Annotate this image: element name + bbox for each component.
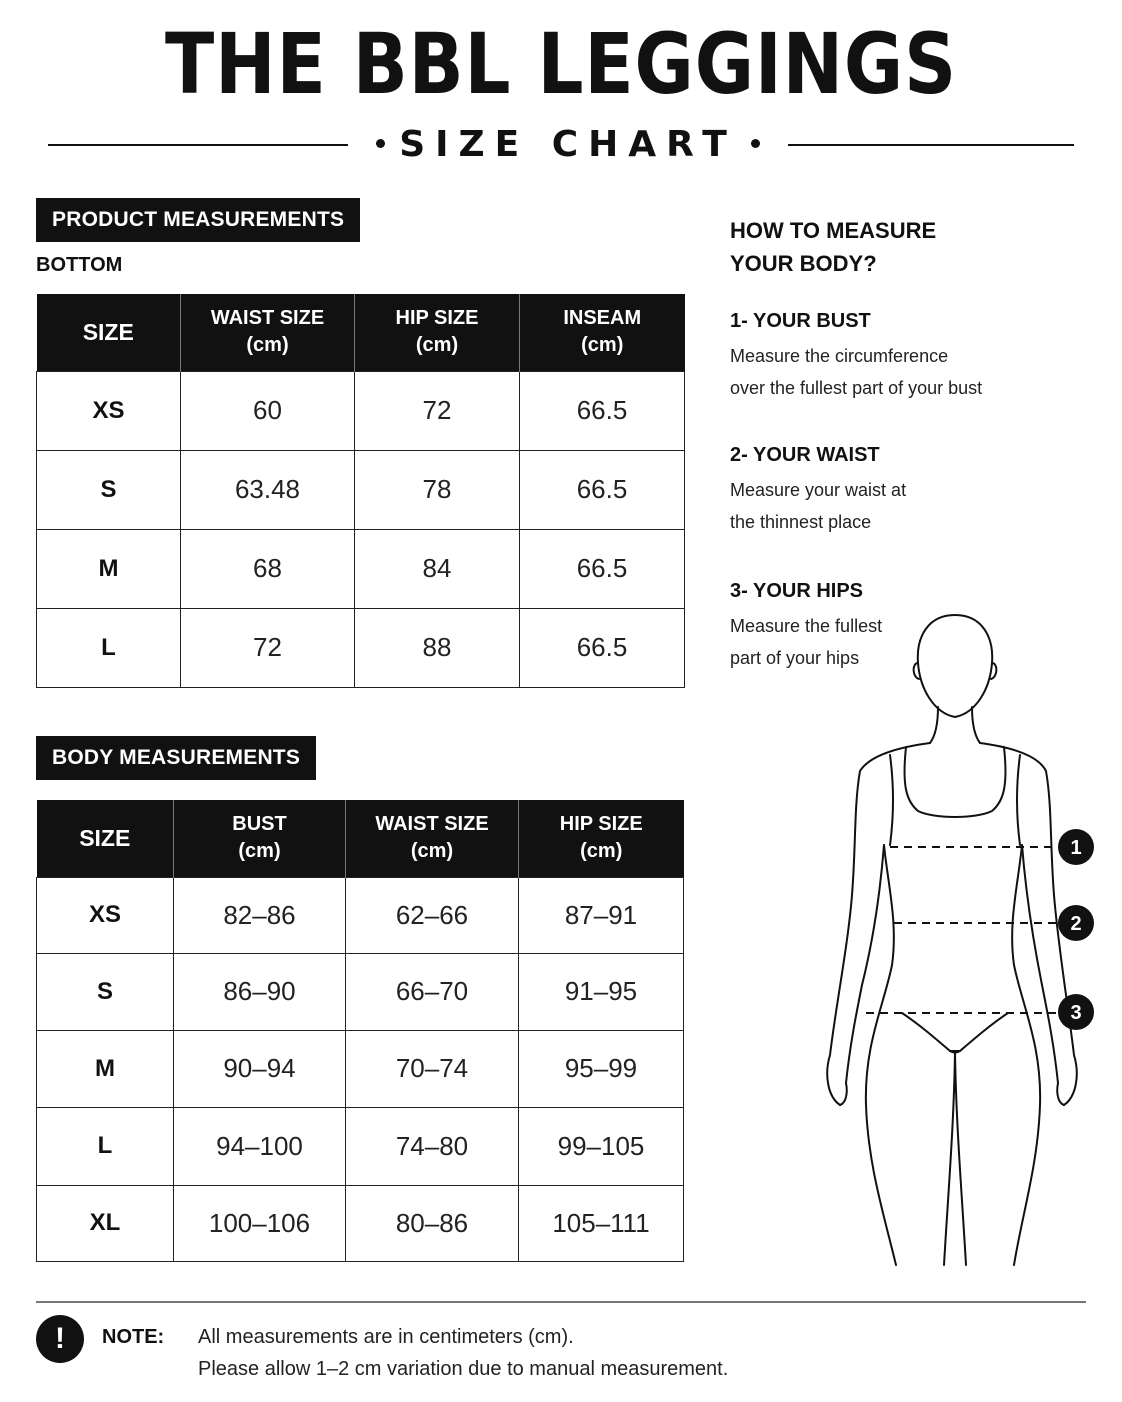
header-size: SIZE	[37, 800, 174, 877]
size-cell: XS	[37, 371, 181, 450]
bust-cell: 90–94	[174, 1030, 346, 1107]
waist-cell: 72	[181, 608, 355, 687]
waist-cell: 62–66	[346, 877, 519, 953]
divider-right	[788, 144, 1074, 146]
waist-cell: 70–74	[346, 1030, 519, 1107]
inseam-cell: 66.5	[520, 450, 685, 529]
hip-cell: 72	[355, 371, 520, 450]
hip-cell: 91–95	[519, 953, 684, 1030]
product-measurements-tag: PRODUCT MEASUREMENTS	[36, 198, 360, 242]
header-waist: WAIST SIZE (cm)	[346, 800, 519, 877]
header-waist: WAIST SIZE (cm)	[181, 294, 355, 371]
hip-cell: 78	[355, 450, 520, 529]
table-row	[37, 608, 685, 687]
header-inseam: INSEAM (cm)	[520, 294, 685, 371]
size-cell: XL	[37, 1185, 174, 1261]
table-row	[37, 877, 684, 953]
table-row	[37, 450, 685, 529]
subtitle-text: SIZE CHART	[399, 124, 737, 165]
subtitle	[348, 122, 788, 168]
marker-3-label: 3	[1070, 1002, 1082, 1024]
hip-cell: 88	[355, 608, 520, 687]
note-label: NOTE:	[102, 1326, 165, 1348]
exclamation-icon: !	[36, 1315, 84, 1363]
step-waist	[730, 442, 1070, 538]
size-cell: M	[37, 1030, 174, 1107]
table-row	[37, 953, 684, 1030]
inseam-cell: 66.5	[520, 371, 685, 450]
marker-1-label: 1	[1070, 837, 1082, 859]
step-title: 2- YOUR WAIST	[730, 444, 880, 466]
divider-left	[48, 144, 348, 146]
inseam-cell: 66.5	[520, 608, 685, 687]
note-line-2: Please allow 1–2 cm variation due to manual measurement.	[198, 1358, 729, 1380]
table-row	[37, 1107, 684, 1185]
table-row	[37, 529, 685, 608]
bullet-dot	[376, 139, 385, 148]
step-text: Measure your waist at	[730, 480, 907, 500]
body-header-row	[37, 800, 684, 877]
bust-cell: 94–100	[174, 1107, 346, 1185]
table-row	[37, 1185, 684, 1261]
bottom-label: BOTTOM	[36, 254, 123, 276]
step-text: over the fullest part of your bust	[730, 378, 983, 398]
hip-cell: 84	[355, 529, 520, 608]
note-divider	[36, 1301, 1086, 1303]
waist-cell: 80–86	[346, 1185, 519, 1261]
body-table	[36, 800, 684, 1262]
step-title: 1- YOUR BUST	[730, 310, 871, 332]
hip-cell: 99–105	[519, 1107, 684, 1185]
waist-cell: 68	[181, 529, 355, 608]
bust-cell: 86–90	[174, 953, 346, 1030]
header-size: SIZE	[37, 294, 181, 371]
inseam-cell: 66.5	[520, 529, 685, 608]
size-cell: S	[37, 953, 174, 1030]
bust-cell: 82–86	[174, 877, 346, 953]
product-table	[36, 294, 685, 688]
marker-2-label: 2	[1070, 913, 1082, 935]
note-line-1: All measurements are in centimeters (cm).	[198, 1326, 574, 1348]
body-measurements-tag: BODY MEASUREMENTS	[36, 736, 316, 780]
step-text: Measure the circumference	[730, 346, 949, 366]
waist-cell: 63.48	[181, 450, 355, 529]
subtitle-row	[48, 122, 1074, 168]
waist-cell: 60	[181, 371, 355, 450]
step-bust	[730, 308, 1070, 404]
product-header-row	[37, 294, 685, 371]
size-cell: M	[37, 529, 181, 608]
header-hip: HIP SIZE (cm)	[355, 294, 520, 371]
step-text: the thinnest place	[730, 512, 872, 532]
table-row	[37, 371, 685, 450]
waist-cell: 74–80	[346, 1107, 519, 1185]
step-text: Measure the fullest	[730, 616, 883, 636]
size-cell: L	[37, 608, 181, 687]
howto-title-line2: YOUR BODY?	[730, 251, 877, 276]
size-cell: L	[37, 1107, 174, 1185]
header-bust: BUST (cm)	[174, 800, 346, 877]
hip-cell: 95–99	[519, 1030, 684, 1107]
body-outline-icon	[810, 605, 1110, 1275]
header-hip: HIP SIZE (cm)	[519, 800, 684, 877]
size-cell: S	[37, 450, 181, 529]
step-text: part of your hips	[730, 648, 860, 668]
howto-title-line1: HOW TO MEASURE	[730, 218, 937, 243]
hip-cell: 105–111	[519, 1185, 684, 1261]
bust-cell: 100–106	[174, 1185, 346, 1261]
waist-cell: 66–70	[346, 953, 519, 1030]
bullet-dot	[751, 139, 760, 148]
table-row	[37, 1030, 684, 1107]
hip-cell: 87–91	[519, 877, 684, 953]
page-title: THE BBL LEGGINGS	[165, 15, 957, 113]
size-cell: XS	[37, 877, 174, 953]
how-to-measure-heading	[730, 214, 1070, 280]
step-title: 3- YOUR HIPS	[730, 580, 863, 602]
